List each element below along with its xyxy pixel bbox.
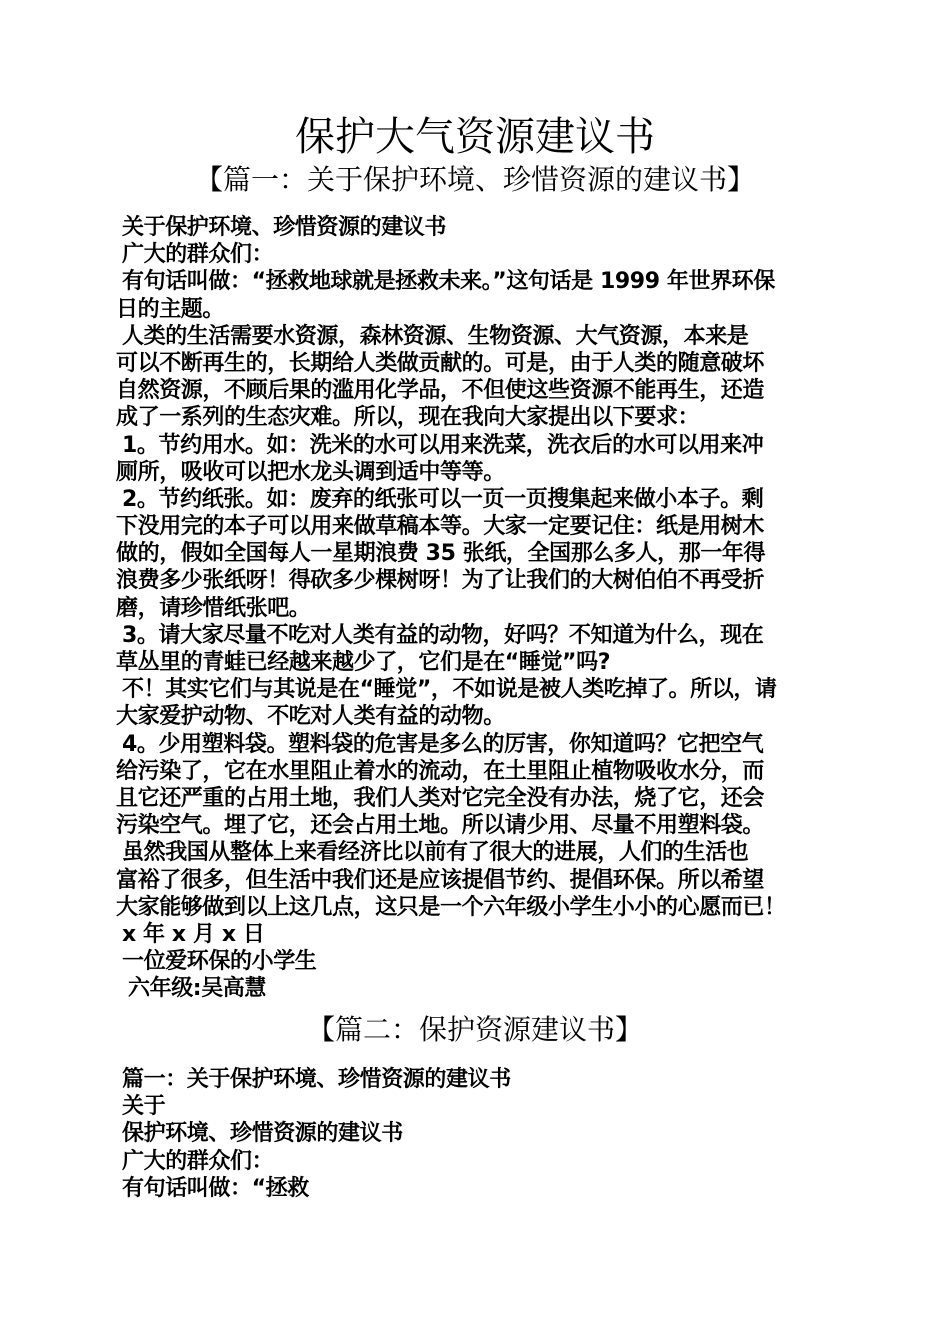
paragraph-line: 不！其实它们与其说是在“睡觉”，不如说是被人类吃掉了。所以，请 — [122, 677, 777, 703]
paragraph-line: 富裕了很多，但生活中我们还是应该提倡节约、提倡环保。所以希望 — [116, 867, 765, 893]
paragraph-line: 草丛里的青蛙已经越来越少了，它们是在“睡觉”吗? — [116, 650, 611, 675]
paragraph-line: 成了一系列的生态灾难。所以，现在我向大家提出以下要求： — [116, 405, 700, 431]
paragraph-line: 人类的生活需要水资源，森林资源、生物资源、大气资源，本来是 — [122, 323, 749, 349]
paragraph-line: 广大的群众们： — [122, 1148, 274, 1174]
paragraph-line: 磨，请珍惜纸张吧。 — [116, 595, 311, 621]
paragraph-line: 污染空气。埋了它，还会占用土地。所以请少用、尽量不用塑料袋。 — [116, 813, 765, 839]
paragraph-line: 可以不断再生的，长期给人类做贡献的。可是，由于人类的随意破坏 — [116, 350, 765, 376]
paragraph-line: 给污染了，它在水里阻止着水的流动，在土里阻止植物吸收水分，而 — [116, 758, 765, 784]
paragraph-line: 篇一：关于保护环境、珍惜资源的建议书 — [122, 1067, 511, 1092]
date-line: x 年 x 月 x 日 — [122, 921, 265, 947]
paragraph-line: 保护环境、珍惜资源的建议书 — [122, 1121, 403, 1147]
main-title: 保护大气资源建议书 — [295, 114, 655, 160]
author-line: 六年级:吴高慧 — [128, 976, 266, 1002]
paragraph-line: 2。节约纸张。如：废弃的纸张可以一页一页搜集起来做小本子。剩 — [122, 486, 764, 512]
signature-line: 一位爱环保的小学生 — [122, 949, 317, 975]
paragraph-line: 关于 — [122, 1094, 166, 1120]
paragraph-line: 浪费多少张纸呀！得砍多少棵树呀！为了让我们的大树伯伯不再受折 — [116, 568, 765, 594]
paragraph-line: 虽然我国从整体上来看经济比以前有了很大的进展，人们的生活也 — [122, 840, 749, 866]
paragraph-line: 下没用完的本子可以用来做草稿本等。大家一定要记住：纸是用树木 — [116, 514, 765, 540]
paragraph-line: 广大的群众们： — [122, 242, 274, 268]
section2-body — [116, 1066, 838, 1202]
paragraph-line: 3。请大家尽量不吃对人类有益的动物，好吗？不知道为什么，现在 — [122, 622, 764, 648]
paragraph-line: 厕所，吸收可以把水龙头调到适中等等。 — [116, 459, 505, 485]
paragraph-line: 大家能够做到以上这几点，这只是一个六年级小学生小小的心愿而已！ — [116, 894, 786, 920]
paragraph-line: 做的，假如全国每人一星期浪费 35 张纸，全国那么多人，那一年得 — [116, 541, 766, 567]
section1-body — [116, 214, 838, 1002]
paragraph-line: 关于保护环境、珍惜资源的建议书 — [122, 215, 447, 240]
paragraph-line: 大家爱护动物、不吃对人类有益的动物。 — [116, 704, 505, 730]
paragraph-line: 自然资源，不顾后果的滥用化学品，不但使这些资源不能再生，还造 — [116, 378, 765, 404]
section2-title: 【篇二：保护资源建议书】 — [306, 1013, 643, 1046]
paragraph-line: 有句话叫做：“拯救地球就是拯救未来。”这句话是 1999 年世界环保 — [122, 269, 775, 295]
section1-title: 【篇一：关于保护环境、珍惜资源的建议书】 — [194, 163, 755, 196]
paragraph-line: 有句话叫做：“拯救 — [122, 1175, 309, 1201]
paragraph-line: 且它还严重的占用土地，我们人类对它完全没有办法，烧了它，还会 — [116, 785, 765, 811]
paragraph-line: 4。少用塑料袋。塑料袋的危害是多么的厉害，你知道吗？它把空气 — [122, 731, 764, 757]
paragraph-line: 1。节约用水。如：洗米的水可以用来洗菜，洗衣后的水可以用来冲 — [122, 432, 764, 458]
paragraph-line: 日的主题。 — [116, 296, 225, 322]
